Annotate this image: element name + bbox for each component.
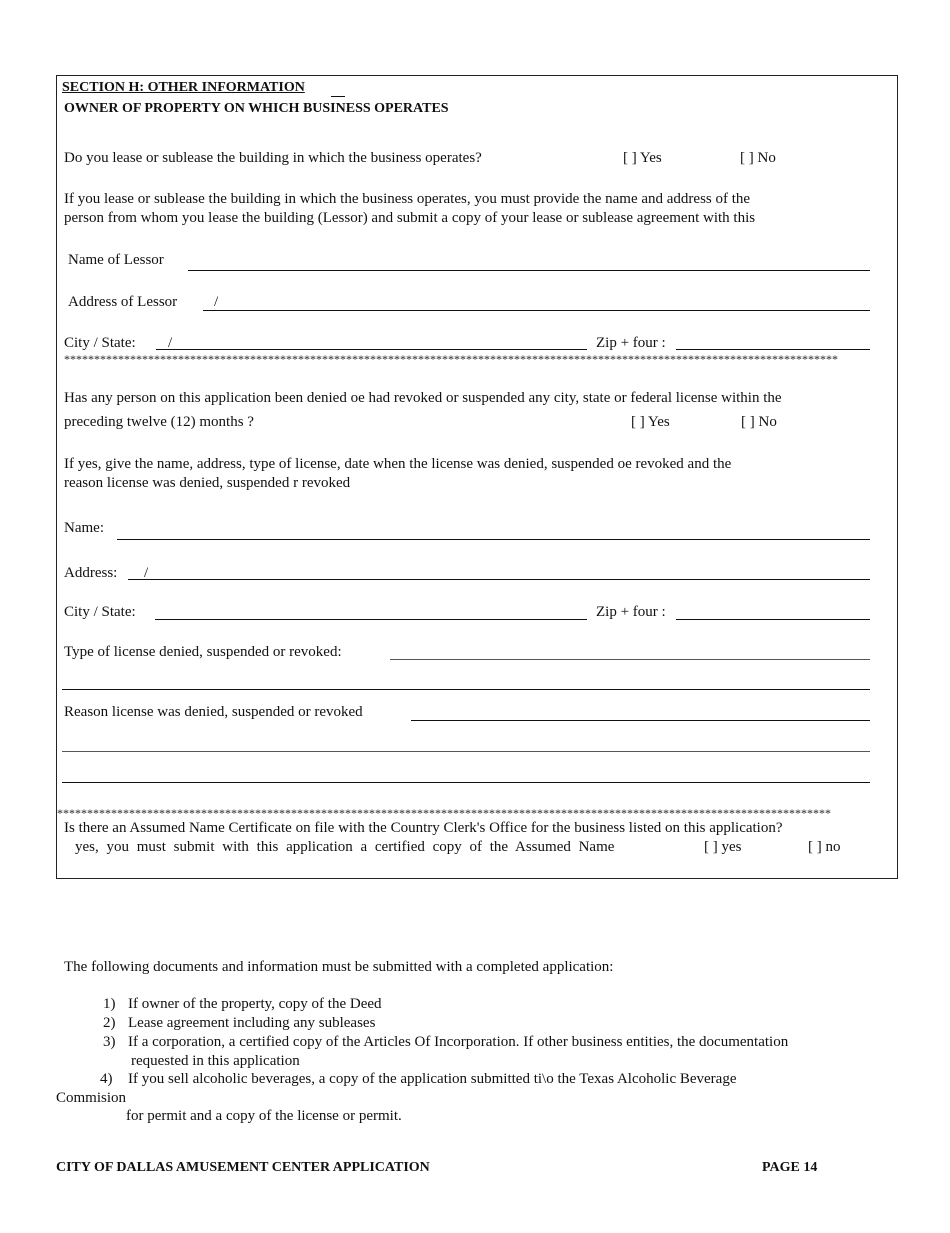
denied-name-label: Name: xyxy=(64,520,104,536)
reason-label: Reason license was denied, suspended or revoked xyxy=(64,704,363,720)
denied-address-value: / xyxy=(144,565,149,581)
lessor-zip-field[interactable] xyxy=(676,349,870,350)
lessor-city-state-value: / xyxy=(168,335,173,351)
requirement-1-text: If owner of the property, copy of the Deed xyxy=(128,996,382,1012)
requirement-2-text: Lease agreement including any subleases xyxy=(128,1015,376,1031)
requirement-4-text: If you sell alcoholic beverages, a copy of the application submitted ti\o the Texas Alcoholic Beverage xyxy=(128,1071,737,1087)
lessor-name-label: Name of Lessor xyxy=(68,252,164,268)
footer-title: CITY OF DALLAS AMUSEMENT CENTER APPLICATION xyxy=(56,1160,430,1175)
denied-city-state-label: City / State: xyxy=(64,604,136,620)
assumed-name-question: Is there an Assumed Name Certificate on file with the Country Clerk's Office for the business listed on this application? xyxy=(64,820,783,836)
denied-address-label: Address: xyxy=(64,565,118,581)
denial-question-line-1: Has any person on this application been denied oe had revoked or suspended any city, state or federal license within the xyxy=(64,390,782,406)
requirement-3-continuation: requested in this application xyxy=(131,1053,300,1069)
denial-no-checkbox[interactable]: [ ] No xyxy=(741,414,777,430)
star-divider-2: ********************************************************************************************************************************* xyxy=(57,806,831,820)
requirement-4-wrap: Commision xyxy=(56,1090,127,1106)
denial-question-line-2: preceding twelve (12) months ? xyxy=(64,414,254,430)
heading-underline-extension xyxy=(331,96,345,97)
license-type-field[interactable] xyxy=(390,659,870,660)
star-divider-1: ********************************************************************************************************************************* xyxy=(64,352,838,366)
denial-yes-checkbox[interactable]: [ ] Yes xyxy=(631,414,670,430)
license-type-field-continued[interactable] xyxy=(62,689,870,690)
requirement-3-number: 3) xyxy=(103,1034,116,1050)
lease-instruction-line-2: person from whom you lease the building (Lessor) and submit a copy of your lease or sublease agreement with this xyxy=(64,210,756,226)
assumed-no-checkbox[interactable]: [ ] no xyxy=(808,839,841,855)
lease-instruction-line-1: If you lease or sublease the building in which the business operates, you must provide the name and address of the xyxy=(64,191,751,207)
denied-name-field[interactable] xyxy=(117,539,870,540)
lease-yes-checkbox[interactable]: [ ] Yes xyxy=(623,150,662,166)
requirement-4-continuation: for permit and a copy of the license or permit. xyxy=(126,1108,402,1124)
section-subheading: OWNER OF PROPERTY ON WHICH BUSINESS OPERATES xyxy=(64,101,449,116)
requirement-2-number: 2) xyxy=(103,1015,116,1031)
denied-zip-field[interactable] xyxy=(676,619,870,620)
denied-address-field[interactable] xyxy=(128,579,870,580)
denial-instruction-line-1: If yes, give the name, address, type of license, date when the license was denied, suspended oe revoked and the xyxy=(64,456,732,472)
denied-zip-label: Zip + four : xyxy=(596,604,666,620)
requirement-3-text: If a corporation, a certified copy of the Articles Of Incorporation. If other business entities, the documentation xyxy=(128,1034,789,1050)
license-type-label: Type of license denied, suspended or revoked: xyxy=(64,644,342,660)
reason-field[interactable] xyxy=(411,720,870,721)
page-number: PAGE 14 xyxy=(762,1160,818,1175)
lessor-address-value: / xyxy=(214,294,219,310)
reason-field-line-2[interactable] xyxy=(62,751,870,752)
lease-question: Do you lease or sublease the building in which the business operates? xyxy=(64,150,482,166)
requirements-intro: The following documents and information must be submitted with a completed application: xyxy=(64,959,614,975)
section-heading: SECTION H: OTHER INFORMATION xyxy=(62,80,305,95)
requirement-1-number: 1) xyxy=(103,996,116,1012)
lessor-zip-label: Zip + four : xyxy=(596,335,666,351)
lease-no-checkbox[interactable]: [ ] No xyxy=(740,150,776,166)
assumed-yes-checkbox[interactable]: [ ] yes xyxy=(704,839,742,855)
lessor-address-label: Address of Lessor xyxy=(68,294,178,310)
lessor-name-field[interactable] xyxy=(188,270,870,271)
denial-instruction-line-2: reason license was denied, suspended r revoked xyxy=(64,475,351,491)
assumed-name-instruction: yes, you must submit with this application a certified copy of the Assumed Name xyxy=(75,839,615,855)
lessor-city-state-label: City / State: xyxy=(64,335,136,351)
requirement-4-number: 4) xyxy=(100,1071,113,1087)
lessor-address-field[interactable] xyxy=(203,310,870,311)
denied-city-state-field[interactable] xyxy=(155,619,587,620)
reason-field-line-3[interactable] xyxy=(62,782,870,783)
lessor-city-state-field[interactable] xyxy=(156,349,587,350)
